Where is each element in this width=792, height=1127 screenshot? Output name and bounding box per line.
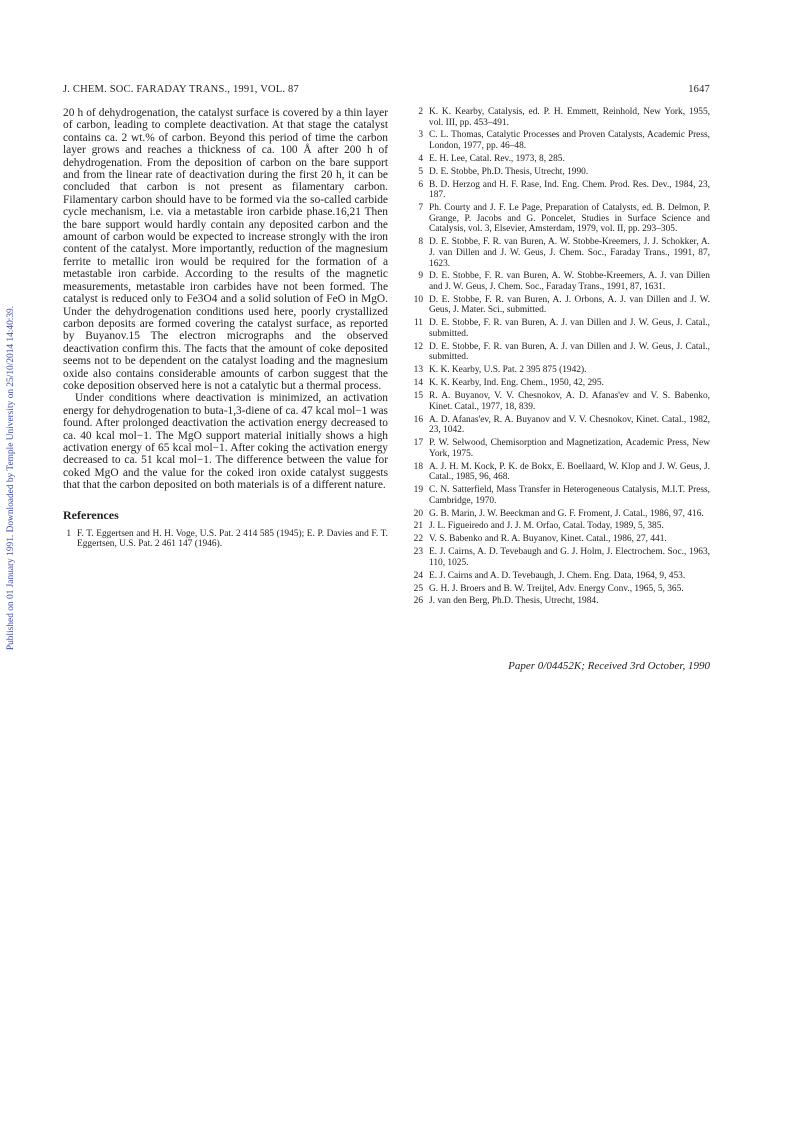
running-header [63,84,710,98]
reference-text: V. S. Babenko and R. A. Buyanov, Kinet. Catal., 1986, 27, 441. [429,534,667,545]
reference-item [410,154,710,165]
reference-item [410,107,710,128]
journal-citation: J. CHEM. SOC. FARADAY TRANS., 1991, VOL. 87 [63,84,299,95]
reference-number: 18 [413,461,423,472]
reference-text: D. E. Stobbe, F. R. van Buren, A. J. Orbons, A. J. van Dillen and J. W. Geus, J. Mater. Sci., submitted. [429,294,710,316]
reference-number: 22 [413,534,423,545]
reference-item [410,342,710,363]
reference-text: E. J. Cairns, A. D. Tevebaugh and G. J. Holm, J. Electrochem. Soc., 1963, 110, 1025. [429,547,710,568]
reference-number: 17 [413,438,423,449]
reference-number: 4 [418,153,423,164]
reference-item [410,391,710,412]
reference-number: 11 [413,318,423,329]
reference-text: D. E. Stobbe, F. R. van Buren, A. J. van Dillen and J. W. Geus, J. Catal., submitted. [429,341,710,363]
reference-text: D. E. Stobbe, F. R. van Buren, A. W. Stobbe-Kreemers, A. J. van Dillen and J. W. Geus, J. Chem. Soc., Faraday Trans., 1991, 87, 1631. [429,271,710,292]
reference-item [410,271,710,292]
page-number: 1647 [688,84,710,95]
left-column [63,107,388,552]
reference-item [410,318,710,339]
references-list-left [63,529,388,550]
reference-text: D. E. Stobbe, F. R. van Buren, A. W. Stobbe-Kreemers, J. J. Schokker, A. J. van Dillen and J. W. Geus, J. Chem. Soc., Faraday Trans., 1991, 87, 1623. [429,237,710,269]
reference-item [410,521,710,532]
reference-item [410,584,710,595]
reference-number: 16 [413,414,423,425]
reference-item [410,596,710,607]
reference-number: 21 [413,521,423,532]
reference-number: 7 [418,203,423,214]
reference-item [410,237,710,269]
reference-text: K. K. Kearby, U.S. Pat. 2 395 875 (1942). [429,365,587,376]
reference-item [410,571,710,582]
reference-number: 3 [418,130,423,141]
paper-received-note: Paper 0/04452K; Received 3rd October, 1990 [508,660,710,672]
reference-number: 15 [413,391,423,402]
reference-number: 6 [418,179,423,190]
reference-item [410,415,710,436]
reference-item [63,529,388,550]
reference-number: 13 [413,365,423,376]
references-heading: References [63,507,119,522]
reference-item [410,509,710,520]
reference-number: 14 [413,378,423,389]
reference-number: 23 [413,547,423,558]
reference-number: 2 [418,107,423,117]
reference-text: C. L. Thomas, Catalytic Processes and Proven Catalysts, Academic Press, London, 1977, pp. 46–48. [429,130,710,152]
reference-text: K. K. Kearby, Catalysis, ed. P. H. Emmett, Reinhold, New York, 1955, vol. III, pp. 453–491. [429,107,710,128]
reference-number: 1 [66,528,71,539]
reference-number: 24 [413,570,423,581]
reference-number: 12 [413,341,423,352]
reference-number: 20 [413,508,423,519]
reference-item [410,203,710,235]
reference-text: R. A. Buyanov, V. V. Chesnokov, A. D. Afanas'ev and V. S. Babenko, Kinet. Catal., 1977, 18, 839. [429,391,710,412]
reference-text: D. E. Stobbe, F. R. van Buren, A. J. van Dillen and J. W. Geus, J. Catal., submitted. [429,318,710,339]
reference-text: J. van den Berg, Ph.D. Thesis, Utrecht, 1984. [429,596,599,607]
reference-number: 26 [413,596,423,607]
reference-text: P. W. Selwood, Chemisorption and Magnetization, Academic Press, New York, 1975. [429,438,710,459]
reference-text: E. H. Lee, Catal. Rev., 1973, 8, 285. [429,153,565,164]
reference-text: B. D. Herzog and H. F. Rase, Ind. Eng. Chem. Prod. Res. Dev., 1984, 23, 187. [429,179,710,201]
reference-number: 19 [413,485,423,496]
references-list-right [410,107,710,607]
reference-text: Ph. Courty and J. F. Le Page, Preparation of Catalysts, ed. B. Delmon, P. Grange, P. Jacobs and G. Poncelet, Studies in Surface Science and Catalysis, vol. 3, Elsevier, Amsterdam, 1979, vol. II, pp. 293–305. [429,203,710,235]
reference-text: A. J. H. M. Kock, P. K. de Bokx, E. Boellaard, W. Klop and J. W. Geus, J. Catal., 1985, 96, 468. [429,461,710,483]
body-paragraph-2: Under conditions where deactivation is minimized, an activation energy for dehydrogenation to buta-1,3-diene of ca. 47 kcal mol−1 was found. After prolonged deactivation the activation energy decreased to ca. 40 kcal mol−1. The MgO support material initially shows a high activation energy of 65 kcal mol−1. After coking the activation energy decreased to ca. 51 kcal mol−1. The difference between the value for coked MgO and the value for the coked iron oxide catalyst suggests that that the carbon deposited on both materials is of a different nature. [63,392,388,492]
download-watermark [4,268,18,688]
reference-number: 9 [418,271,423,282]
reference-item [410,295,710,316]
reference-item [410,534,710,545]
reference-item [410,167,710,178]
reference-text: F. T. Eggertsen and H. H. Voge, U.S. Pat. 2 414 585 (1945); E. P. Davies and F. T. Eggertsen, U.S. Pat. 2 461 147 (1946). [77,528,388,550]
reference-item [410,462,710,483]
reference-text: K. K. Kearby, Ind. Eng. Chem., 1950, 42, 295. [429,378,604,389]
reference-text: E. J. Cairns and A. D. Tevebaugh, J. Chem. Eng. Data, 1964, 9, 453. [429,570,686,581]
reference-text: G. H. J. Broers and B. W. Treijtel, Adv. Energy Conv., 1965, 5, 365. [429,583,684,594]
reference-number: 10 [413,294,423,305]
reference-item [410,365,710,376]
reference-item [410,378,710,389]
body-paragraph-1: 20 h of dehydrogenation, the catalyst surface is covered by a thin layer of carbon, leading to complete deactivation. At that stage the catalyst contains ca. 2 wt.% of carbon. Beyond this period of time the carbon layer grows and reaches a thickness of ca. 100 Å after 200 h of dehydrogenation. From the deposition of carbon on the bare support and from the linear rate of deactivation during the first 20 h, it can be concluded that carbon is not present as filamentary carbon. Filamentary carbon should have to be formed via the so-called carbide cycle mechanism, i.e. via a metastable iron carbide phase.16,21 Then the bare support would hardly contain any deposited carbon and the amount of carbon would be expected to increase strongly with the iron content of the catalyst. More importantly, reduction of the magnesium ferrite to metallic iron would be required for the formation of a metastable iron carbide. According to the results of the magnetic measurements, metastable iron carbides have not been formed. The catalyst is reduced only to Fe3O4 and a solid solution of FeO in MgO. Under the dehydrogenation conditions used here, poorly crystallized carbon deposits are formed covering the catalyst surface, as reported by Buyanov.15 The electron micrographs and the observed deactivation confirm this. The facts that the amount of coke deposited seems not to be dependent on the catalyst loading and the magnesium oxide also contains considerable amounts of carbon suggest that the coke deposition observed here is not a catalytic but a thermal process. [63,107,388,392]
reference-item [410,438,710,459]
reference-item [410,485,710,506]
reference-number: 8 [418,237,423,248]
reference-text: A. D. Afanas'ev, R. A. Buyanov and V. V. Chesnokov, Kinet. Catal., 1982, 23, 1042. [429,414,710,436]
reference-number: 5 [418,166,423,177]
reference-number: 25 [413,583,423,594]
reference-item [410,547,710,568]
right-column [410,107,710,609]
download-note: Published on 01 January 1991. Downloaded by Temple University on 25/10/2014 14:40:39. [6,305,16,651]
reference-text: C. N. Satterfield, Mass Transfer in Heterogeneous Catalysis, M.I.T. Press, Cambridge, 1970. [429,485,710,506]
reference-text: D. E. Stobbe, Ph.D. Thesis, Utrecht, 1990. [429,166,589,177]
reference-text: J. L. Figueiredo and J. J. M. Orfao, Catal. Today, 1989, 5, 385. [429,521,664,532]
reference-text: G. B. Marin, J. W. Beeckman and G. F. Froment, J. Catal., 1986, 97, 416. [429,508,704,519]
reference-item [410,130,710,151]
reference-item [410,180,710,201]
